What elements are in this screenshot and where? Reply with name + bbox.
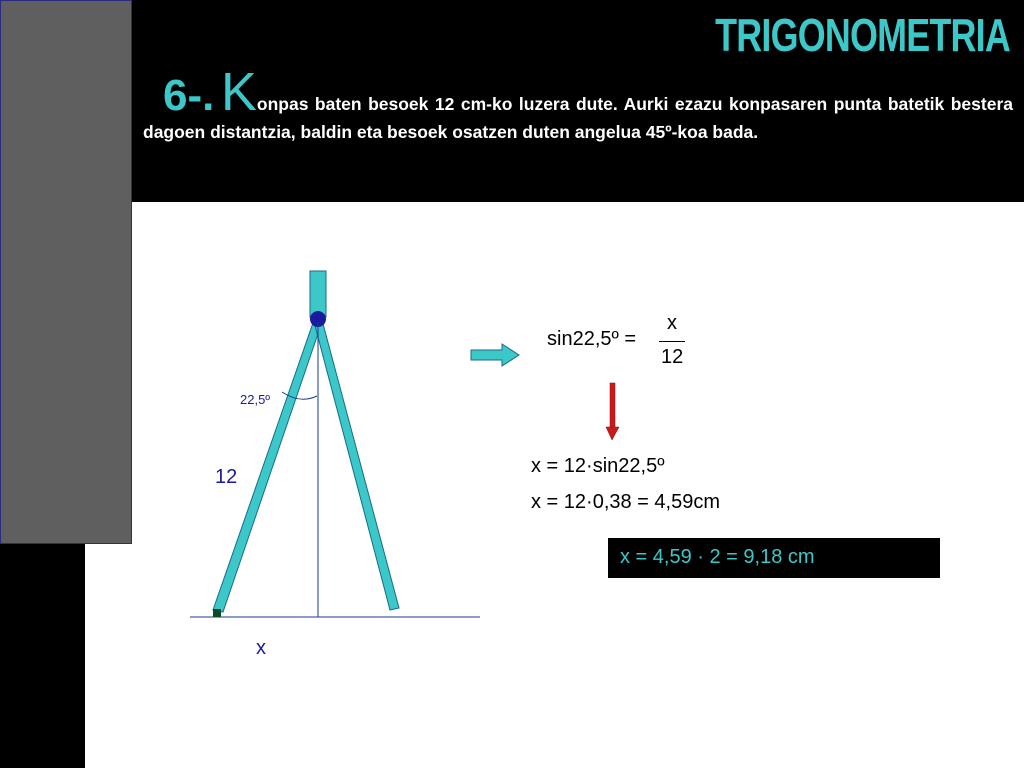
equation-3: x = 12·0,38 = 4,59cm: [531, 491, 721, 513]
problem-number: 6-.: [163, 71, 215, 120]
equation-1-numerator: x: [667, 312, 677, 334]
equation-1-fraction-bar: [659, 341, 685, 342]
slide-title: TRIGONOMETRIA: [715, 9, 1010, 61]
result-box: x = 4,59 · 2 = 9,18 cm: [608, 538, 940, 578]
side-label: 12: [215, 466, 238, 488]
base-label: x: [256, 637, 266, 659]
problem-text: onpas baten besoek 12 cm-ko luzera dute. Aurki ezazu konpasaren punta batetik bestera dagoen distantzia, baldin eta besoek osatzen duten angelua 45º-koa bada.: [143, 94, 1013, 142]
problem-initial: K: [220, 62, 257, 122]
angle-label: 22,5º: [240, 392, 271, 407]
compass-right-arm: [314, 320, 399, 610]
compass-handle: [310, 271, 326, 317]
equation-2: x = 12·sin22,5º: [531, 455, 665, 477]
equation-1-lhs: sin22,5º =: [547, 328, 637, 350]
down-arrow-head: [606, 427, 619, 440]
down-arrow-shaft: [610, 383, 615, 428]
equation-1-denominator: 12: [661, 346, 684, 368]
right-arrow: [471, 344, 519, 366]
left-point-marker: [213, 609, 221, 617]
